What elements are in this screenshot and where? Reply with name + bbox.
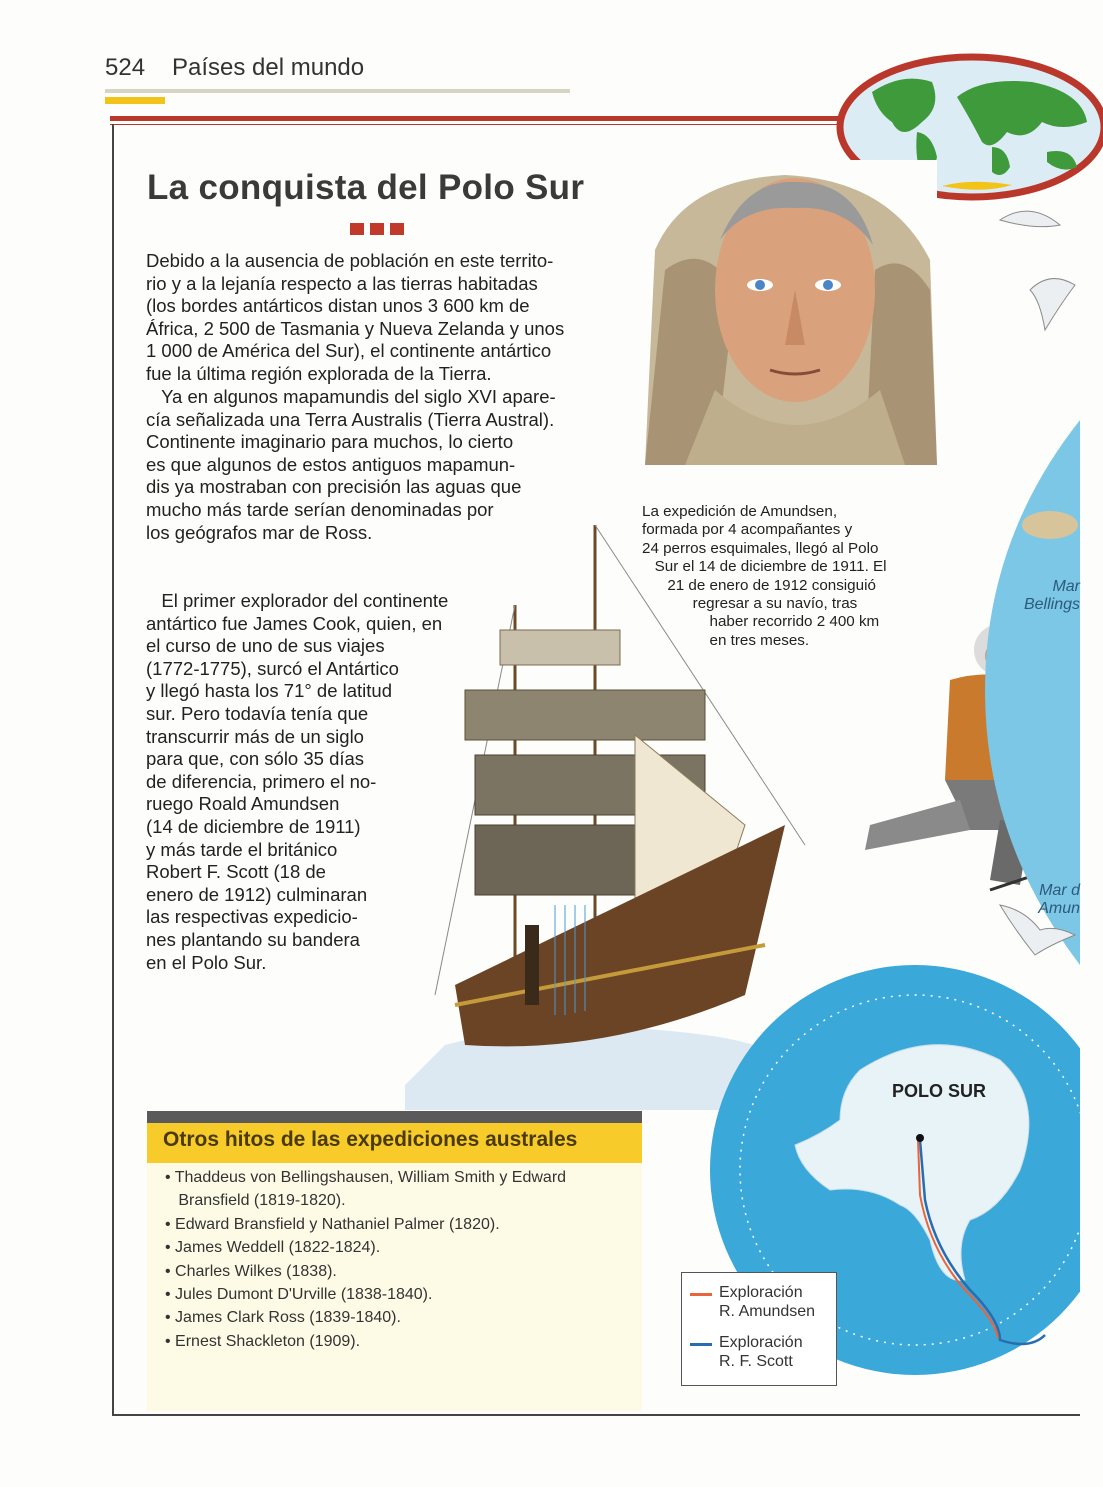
map-legend <box>681 1272 837 1386</box>
scott-route-swatch <box>690 1343 712 1346</box>
list-item: • Edward Bransfield y Nathaniel Palmer (1820). <box>165 1215 500 1233</box>
legend-amundsen-label: Exploración R. Amundsen <box>719 1284 816 1320</box>
page-number: 524 <box>105 54 146 81</box>
illustration-caption: La expedición de Amundsen, formada por 4 acompañantes y 24 perros esquimales, llegó al Polo Sur el 14 de diciembre de 1911. El 21 de enero de 1912 consiguió regresar a su navío, tras haber recorrido 2 400 km en tres meses. <box>642 503 887 649</box>
frame-top-rule <box>110 116 840 121</box>
header-accent-bar <box>105 97 165 104</box>
frame-bottom-rule <box>112 1414 1080 1416</box>
list-item: • Jules Dumont D'Urville (1838-1840). <box>165 1286 433 1304</box>
title-ornament <box>350 222 410 240</box>
list-item: • Thaddeus von Bellingshausen, William Smith y Edward Bransfield (1819-1820). <box>165 1169 567 1210</box>
amundsen-route-swatch <box>690 1293 712 1296</box>
bird-illustration <box>990 180 1080 360</box>
list-item: • Ernest Shackleton (1909). <box>165 1332 361 1350</box>
frame-left-rule <box>112 124 114 1416</box>
page-title: La conquista del Polo Sur <box>147 168 585 207</box>
paragraph-3: El primer explorador del continente antártico fue James Cook, quien, en el curso de uno de sus viajes (1772-1775), surcó el Antártico y llegó hasta los 71° de latitud sur. Pero todavía tenía que transcurrir más de un siglo para que, con sólo 35 días de diferencia, primero el no- ruego Roald Amundsen (14 de diciembre de 1911) y más tarde el británico Robert F. Scott (18 de enero de 1912) culminaran las respectivas expedicio- nes plantando su bandera en el Polo Sur. <box>146 590 449 973</box>
list-item: • James Clark Ross (1839-1840). <box>165 1309 401 1327</box>
milestones-box-topbar <box>147 1111 642 1123</box>
milestones-box-title: Otros hitos de las expediciones australes <box>163 1128 578 1151</box>
paragraph-1: Debido a la ausencia de población en este territo- rio y a la lejanía respecto a las tierras habitadas (los bordes antárticos distan unos 3 600 km de África, 2 500 de Tasmania y Nueva Zelanda y unos 1 000 de América del Sur), el continente antártico fue la última región explorada de la Tierra. <box>146 250 565 384</box>
list-item: • Charles Wilkes (1838). <box>165 1262 337 1280</box>
header-rule <box>105 89 570 93</box>
sea-label-bellingshausen: Mar Bellings <box>1023 578 1080 613</box>
milestones-list <box>165 1166 566 1353</box>
amundsen-portrait-illustration <box>645 160 937 465</box>
section-title: Países del mundo <box>172 54 365 81</box>
frame-top-thin-rule <box>110 124 840 125</box>
paragraph-2: Ya en algunos mapamundis del siglo XVI apare- cía señalizada una Terra Australis (Tierra Austral). Continente imaginario para muchos, lo cierto es que algunos de estos antiguos mapamun- dis ya mostraban con precisión las aguas que mucho más tarde serían denominadas por los geógrafos mar de Ross. <box>146 386 556 543</box>
legend-scott-label: Exploración R. F. Scott <box>719 1334 803 1370</box>
south-pole-label: POLO SUR <box>892 1081 987 1101</box>
sea-label-amundsen: Mar d Amun <box>1038 882 1080 917</box>
list-item: • James Weddell (1822-1824). <box>165 1239 381 1257</box>
